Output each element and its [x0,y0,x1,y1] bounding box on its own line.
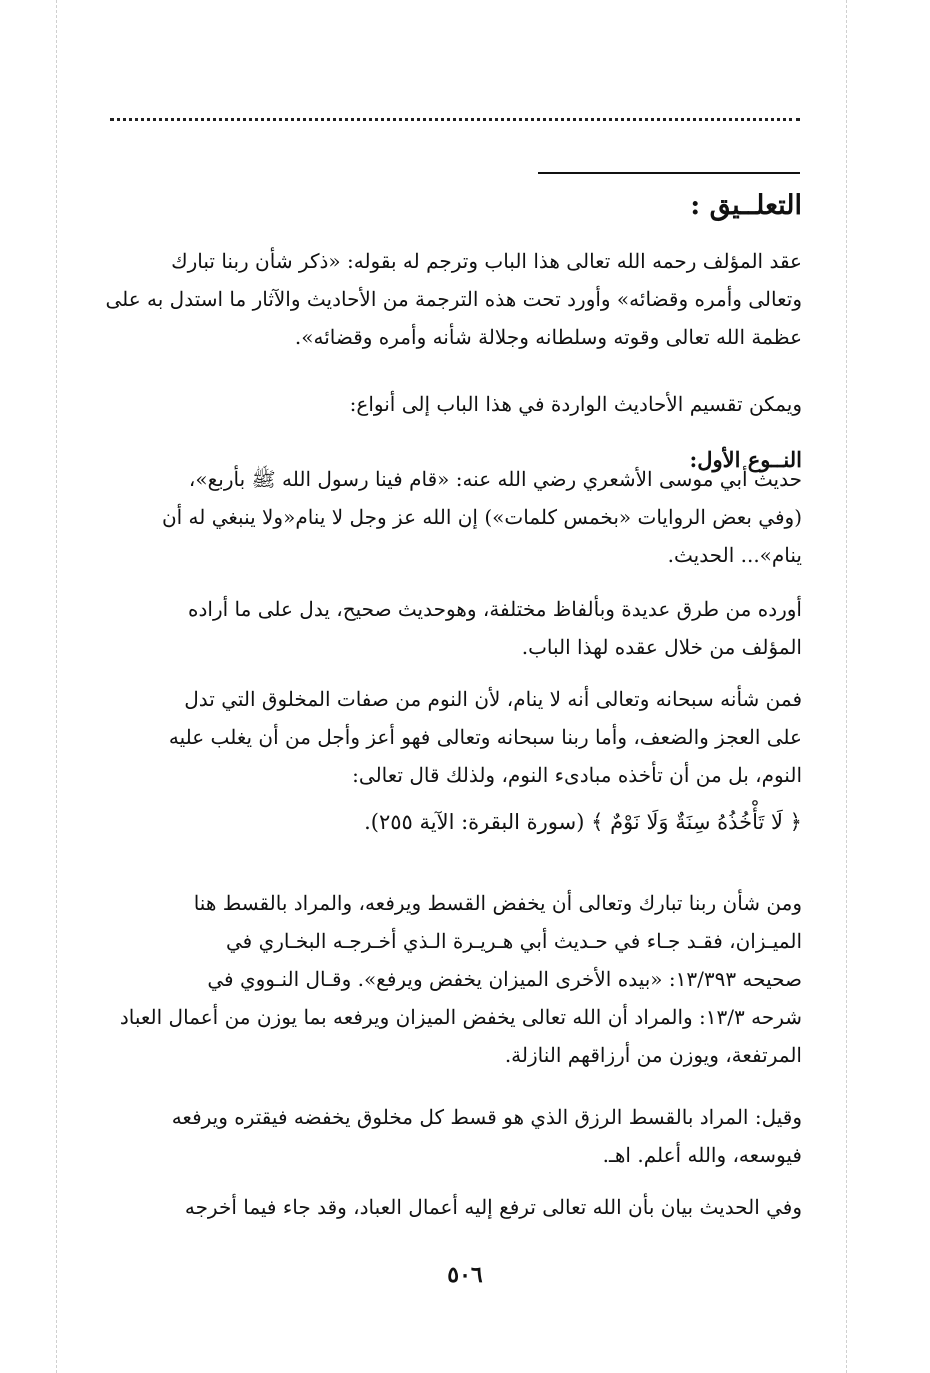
paragraph-4 [100,590,802,666]
verse-text: ﴿ لَا تَأْخُذُهُ سِنَةٌ وَلَا نَوْمٌ ﴾ [591,810,802,834]
scan-margin-line [846,0,847,1373]
quran-verse [364,810,802,834]
text-line: الميـزان، فقـد جـاء في حـديث أبي هـريـرة الـذي أخـرجـه البخـاري في [225,929,802,953]
paragraph-8 [100,1188,802,1226]
text-line: حديث أبي موسى الأشعري رضي الله عنه: «قام فينا رسول الله ﷺ بأربع»، [188,467,802,491]
text-line: وتعالى وأمره وقضائه» وأورد تحت هذه الترجمة من الأحاديث والآثار ما استدل به على [105,287,802,311]
heading-rule [538,172,800,174]
verse-citation: (سورة البقرة: الآية ٢٥٥). [364,810,585,834]
scan-margin-line [56,0,57,1373]
text-line: المرتفعة، ويوزن من أرزاقهم النازلة. [504,1043,802,1067]
dotted-separator [110,118,800,121]
section-heading: التعلــيق : [690,190,802,221]
paragraph-6 [100,884,802,1074]
paragraph-3 [100,460,802,574]
text-line: على العجز والضعف، وأما ربنا سبحانه وتعالى فهو أعز وأجل من أن يغلب عليه [168,725,802,749]
text-line: وفي الحديث بيان بأن الله تعالى ترفع إليه أعمال العباد، وقد جاء فيما أخرجه [184,1195,802,1219]
text-line: ومن شأن ربنا تبارك وتعالى أن يخفض القسط ويرفعه، والمراد بالقسط هنا [193,891,802,915]
text-line: النوم، بل من أن تأخذه مبادىء النوم، ولذلك قال تعالى: [352,763,802,787]
text-line: (وفي بعض الروايات «بخمس كلمات») إن الله عز وجل لا ينام«ولا ينبغي له أن [161,505,802,529]
paragraph-1 [100,242,802,356]
text-line: فمن شأنه سبحانه وتعالى أنه لا ينام، لأن النوم من صفات المخلوق التي تدل [184,687,802,711]
text-line: المؤلف من خلال عقده لهذا الباب. [521,635,802,659]
text-line: صحيحه ١٣/٣٩٣: «بيده الأخرى الميزان يخفض ويرفع». وقـال النـووي في [207,967,802,991]
paragraph-7 [100,1098,802,1174]
paragraph-5 [100,680,802,794]
text-line: وقيل: المراد بالقسط الرزق الذي هو قسط كل مخلوق يخفضه فيقتره ويرفعه [171,1105,802,1129]
text-line: عظمة الله تعالى وقوته وسلطانه وجلالة شأنه وأمره وقضائه». [294,325,802,349]
text-line: عقد المؤلف رحمه الله تعالى هذا الباب وترجم له بقوله: «ذكر شأن ربنا تبارك [171,249,802,273]
page-number: ٥٠٦ [447,1262,483,1288]
text-line: ينام»... الحديث. [667,543,802,567]
text-line: شرحه ١٣/٣: والمراد أن الله تعالى يخفض الميزان ويرفعه بما يوزن من أعمال العباد [119,1005,802,1029]
text-line: فيوسعه، والله أعلم. اهـ. [602,1143,802,1167]
subsection-heading: النــوع الأول: [689,447,802,472]
text-line: أورده من طرق عديدة وبألفاظ مختلفة، وهوحديث صحيح، يدل على ما أراده [188,597,802,621]
text-line: ويمكن تقسيم الأحاديث الواردة في هذا الباب إلى أنواع: [349,392,802,416]
paragraph-2 [100,385,802,423]
